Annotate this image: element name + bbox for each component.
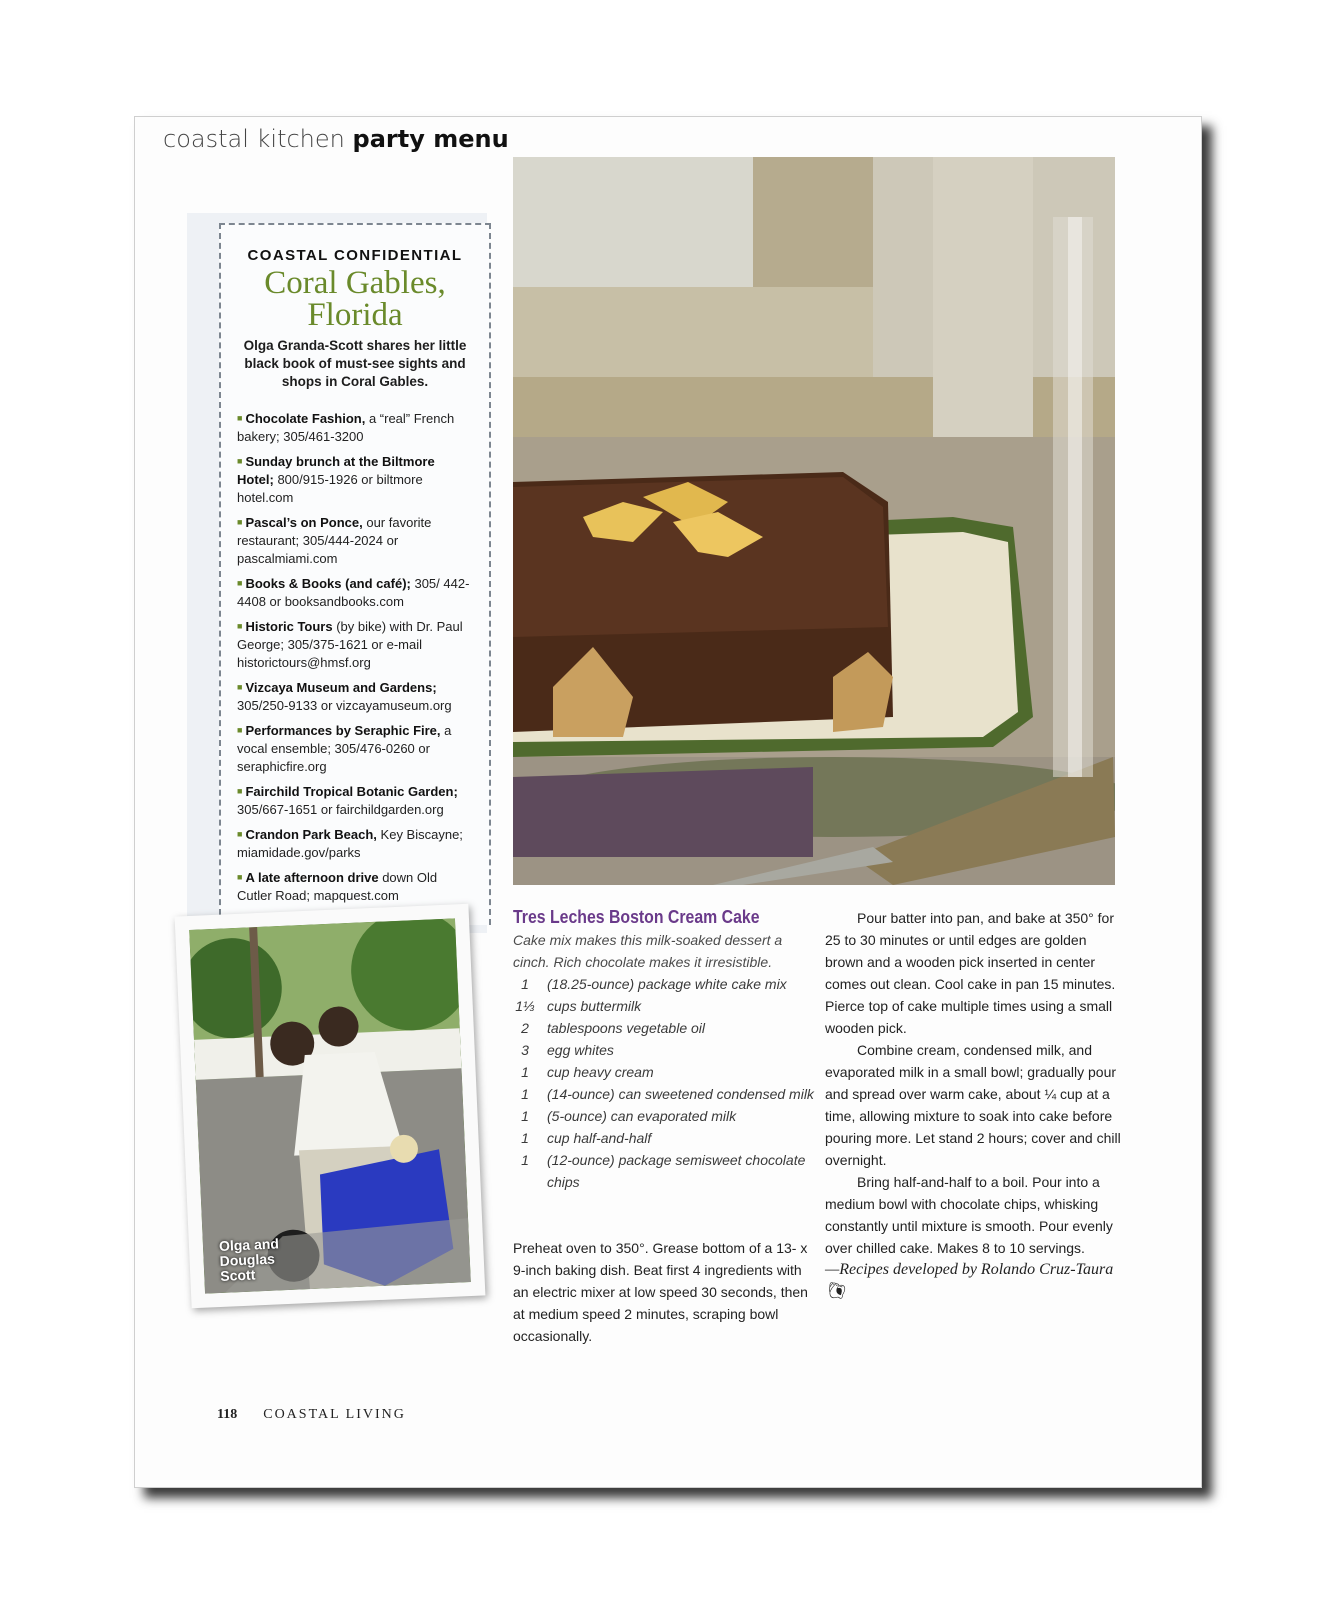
recipe-method-column (825, 907, 1121, 1303)
cake-photo (513, 157, 1115, 885)
list-item: ■ A late afternoon drive down Old Cutler Road; mapquest.com (237, 870, 438, 903)
bullet-icon: ■ (237, 829, 243, 839)
ingredient: 1 (14-ounce) can sweetened condensed milk (521, 1086, 814, 1102)
ingredient: 1 cup half-and-half (521, 1130, 652, 1146)
section-header (163, 125, 509, 153)
recipe-credit: —Recipes developed by Rolando Cruz-Taura 🐚︎ (825, 1261, 1114, 1300)
recipe-title: Tres Leches Boston Cream Cake (513, 907, 760, 927)
ingredient: 1 cup heavy cream (521, 1064, 654, 1080)
place-line-1: Coral Gables, (264, 265, 446, 301)
bullet-icon: ■ (237, 621, 243, 631)
section-name: coastal kitchen (163, 125, 345, 153)
recipe-method-step-2: Pour batter into pan, and bake at 350° for 25 to 30 minutes or until edges are golden brown and a wooden pick inserted in center comes out clean. Cool cake in pan 15 minutes. Pierce top of cake multiple times using a small wooden pick. (825, 910, 1116, 1036)
recipe-subtitle: Cake mix makes this milk-soaked dessert a cinch. Rich chocolate makes it irresistible. (513, 932, 783, 970)
bullet-icon: ■ (237, 413, 243, 423)
photo-caption: Olga and Douglas Scott (218, 1235, 280, 1284)
list-item: ■ Fairchild Tropical Botanic Garden; 305/667-1651 or fairchildgarden.org (237, 784, 458, 817)
sidebar-kicker: COASTAL CONFIDENTIAL (247, 247, 463, 264)
place-line-2: Florida (307, 297, 403, 333)
shell-icon: 🐚︎ (825, 1283, 846, 1300)
ingredient: 1 (5-ounce) can evaporated milk (521, 1108, 737, 1124)
bullet-icon: ■ (237, 872, 243, 882)
list-item: ■ Pascal’s on Ponce, our favorite restaurant; 305/444-2024 or pascalmiami.com (237, 515, 432, 566)
bullet-icon: ■ (237, 682, 243, 692)
couple-photo (175, 904, 486, 1308)
list-item: ■ Chocolate Fashion, a “real” French bakery; 305/461-3200 (237, 411, 455, 444)
bullet-icon: ■ (237, 725, 243, 735)
ingredient: 1 (12-ounce) package semisweet chocolate chips (521, 1152, 806, 1190)
ingredient-list (513, 973, 823, 1193)
bullet-icon: ■ (237, 578, 243, 588)
ingredient: 3 egg whites (521, 1042, 614, 1058)
ingredient: 1 (18.25-ounce) package white cake mix (521, 976, 787, 992)
coastal-confidential-box (219, 223, 491, 925)
sidebar-intro: Olga Granda-Scott shares her little black book of must-see sights and shops in Coral Gables. (243, 338, 467, 389)
section-subname: party menu (352, 125, 509, 153)
recipe-method-step-1: Preheat oven to 350°. Grease bottom of a 13- x 9-inch baking dish. Beat first 4 ingredients with an electric mixer at low speed 30 seconds, then at medium speed 2 minutes, scraping bowl occasionally. (513, 1240, 808, 1344)
ingredient: 1⅓ cups buttermilk (515, 998, 642, 1014)
bullet-icon: ■ (237, 456, 243, 466)
bullet-icon: ■ (237, 786, 243, 796)
bullet-icon: ■ (237, 517, 243, 527)
list-item: ■ Books & Books (and café); 305/ 442-4408 or booksandbooks.com (237, 576, 470, 609)
list-item: ■ Historic Tours (by bike) with Dr. Paul George; 305/375-1621 or e-mail historictours@hmsf.org (237, 619, 463, 670)
list-item: ■ Performances by Seraphic Fire, a vocal ensemble; 305/476-0260 or seraphicfire.org (237, 723, 452, 774)
list-item: ■ Vizcaya Museum and Gardens; 305/250-9133 or vizcayamuseum.org (237, 680, 452, 713)
list-item: ■ Sunday brunch at the Biltmore Hotel; 800/915-1926 or biltmore hotel.com (237, 454, 435, 505)
magazine-page (134, 116, 1202, 1488)
page-folio (217, 1407, 406, 1423)
recipe-method-step-4: Bring half-and-half to a boil. Pour into a medium bowl with chocolate chips, whisking constantly until mixture is smooth. Pour evenly over chilled cake. Makes 8 to 10 servings. (825, 1174, 1113, 1256)
couple-image (189, 918, 471, 1293)
page-number: 118 (217, 1407, 238, 1422)
sidebar-place (221, 267, 489, 331)
recipe-method-step-3: Combine cream, condensed milk, and evaporated milk in a small bowl; gradually pour and spread over warm cake, about ¼ cup at a time, allowing mixture to soak into cake before pouring more. Let stand 2 hours; cover and chill overnight. (825, 1042, 1121, 1168)
magazine-name: COASTAL LIVING (263, 1407, 406, 1422)
sidebar-list (237, 409, 475, 911)
list-item: ■ Crandon Park Beach, Key Biscayne; miamidade.gov/parks (237, 827, 463, 860)
cake-illustration (513, 157, 1115, 885)
ingredient: 2 tablespoons vegetable oil (521, 1020, 706, 1036)
